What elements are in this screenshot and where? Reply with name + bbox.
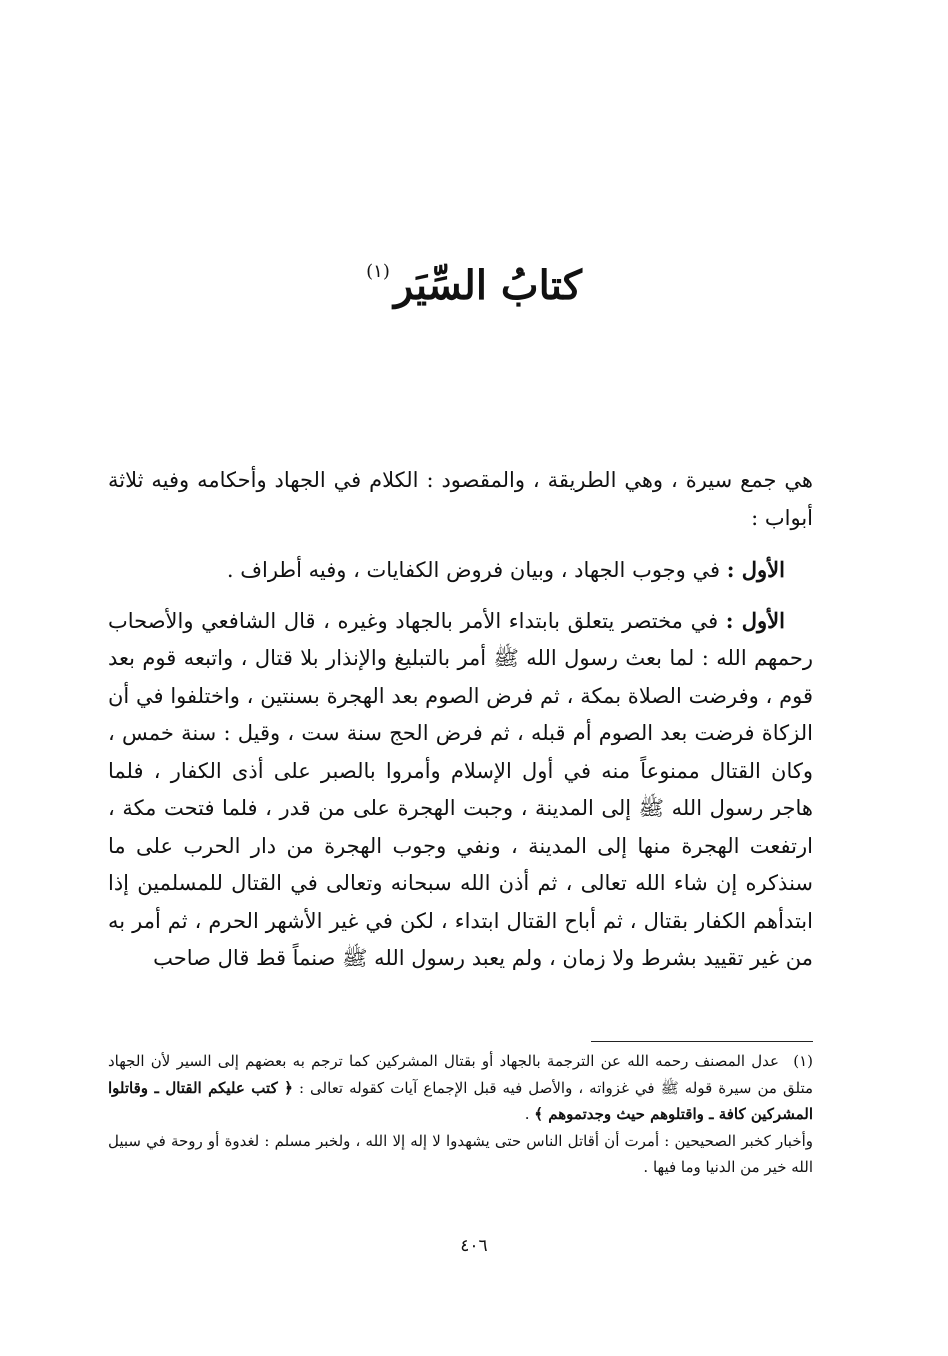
chapter-title [0,244,948,314]
section-1-paragraph [108,551,813,590]
page-number: ٤٠٦ [460,1236,488,1256]
footnote-quran-quote: ﴿ كتب عليكم القتال ـ وقاتلوا المشركين كافة ـ واقتلوهم حيث وجدتموهم ﴾ [108,1078,813,1123]
footnote-1 [108,1048,813,1128]
footnotes [108,1048,813,1181]
main-text [108,462,813,990]
intro-paragraph: هي جمع سيرة ، وهي الطريقة ، والمقصود : الكلام في الجهاد وأحكامه وفيه ثلاثة أبواب : [108,468,813,530]
footnote-1-continued: وأخبار كخبر الصحيحين : أمرت أن أقاتل الناس حتى يشهدوا لا إله إلا الله ، ولخبر مسلم : لغدوة أو روحة في سبيل الله خير من الدنيا وما فيها . [108,1131,813,1176]
footnote-marker[interactable]: (١) [366,261,390,282]
footnote-text-a: عدل المصنف رحمه الله عن الترجمة بالجهاد أو بقتال المشركين كما ترجم به بعضهم إلى السير لأن الجهاد متلق من سيرة قوله ﷺ في غزواته ، والأصل فيه قبل الإجماع آيات كقوله تعالى : [108,1052,813,1097]
footnote-text-b: . [524,1105,530,1123]
footnote-divider [591,1041,813,1042]
chapter-title-text: كتابُ السِّيَر [393,262,582,309]
section-1-label: الأول : [726,557,785,582]
section-2-paragraph [108,602,813,978]
section-2-label: الأول : [725,607,785,633]
section-2-text: في مختصر يتعلق بابتداء الأمر بالجهاد وغيره ، قال الشافعي والأصحاب رحمهم الله : لما بعث رسول الله ﷺ أمر بالتبليغ والإنذار بلا قتال ، واتبعه قوم بعد قوم ، وفرضت الصلاة بمكة ، ثم فرض الصوم بعد الهجرة بسنتين ، واختلفوا في أن الزكاة فرضت بعد الصوم أم قبله ، ثم فرض الحج سنة ست ، وقيل : سنة خمس ، وكان القتال ممنوعاً منه في أول الإسلام وأمروا بالصبر على أذى الكفار ، فلما هاجر رسول الله ﷺ إلى المدينة ، وجبت الهجرة على من قدر ، فلما فتحت مكة ، ارتفعت الهجرة منها إلى المدينة ، ونفي وجوب الهجرة من دار الحرب على ما سنذكره إن شاء الله تعالى ، ثم أذن الله سبحانه وتعالى في القتال للمسلمين إذا ابتدأهم الكفار بقتال ، ثم أباح القتال ابتداء ، لكن في غير الأشهر الحرم ، ثم أمر به من غير تقييد بشرط ولا زمان ، ولم يعبد رسول الله ﷺ صنماً قط قال صاحب [108,608,813,970]
footnote-number: (١) [793,1052,813,1070]
section-1-text: في وجوب الجهاد ، وبيان فروض الكفايات ، وفيه أطراف . [226,558,721,582]
